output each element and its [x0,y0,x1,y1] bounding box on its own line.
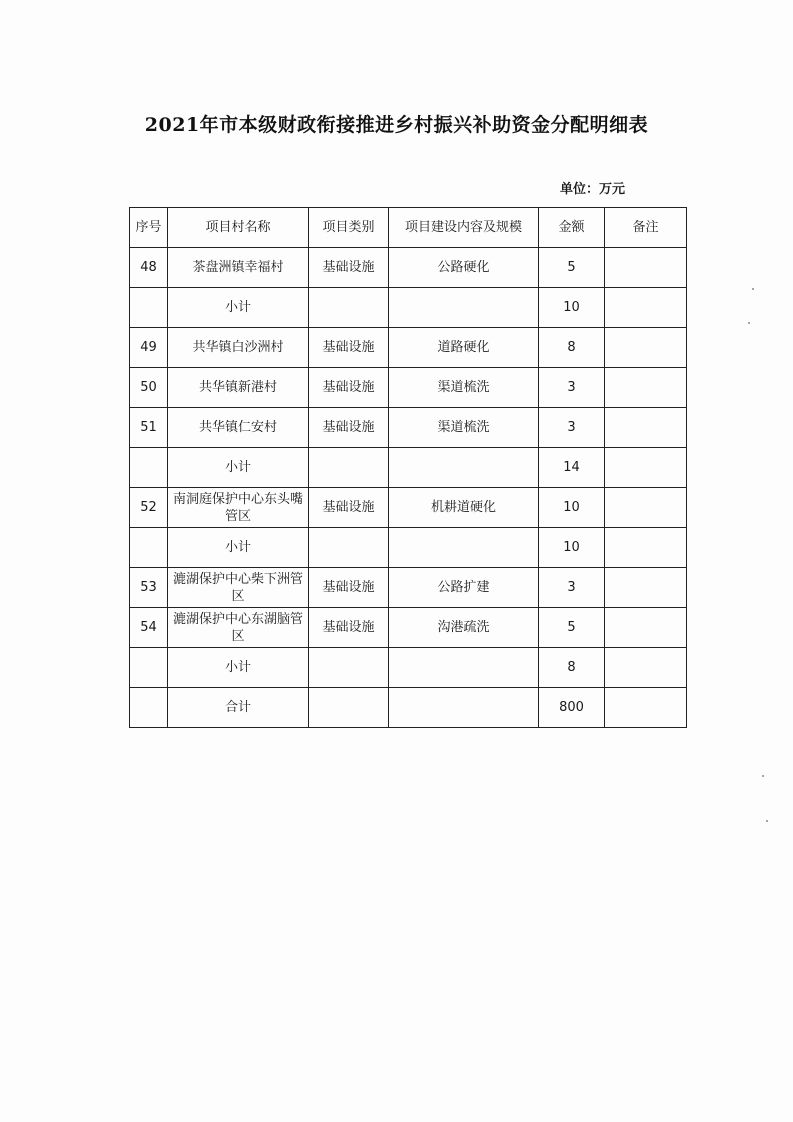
cell-seq: 50 [130,368,168,408]
cell-amount: 8 [539,328,605,368]
cell-seq [130,528,168,568]
cell-category [309,288,389,328]
cell-village-name: 小计 [168,528,309,568]
cell-seq [130,648,168,688]
cell-content [389,528,539,568]
cell-category [309,528,389,568]
cell-note [605,448,687,488]
cell-amount: 3 [539,568,605,608]
cell-village-name: 共华镇新港村 [168,368,309,408]
cell-village-name: 南洞庭保护中心东头嘴管区 [168,488,309,528]
cell-village-name: 漉湖保护中心柴下洲管区 [168,568,309,608]
cell-note [605,608,687,648]
cell-amount: 10 [539,288,605,328]
table-row-subtotal [130,528,687,568]
table-row [130,368,687,408]
cell-content [389,448,539,488]
header-note: 备注 [605,208,687,248]
cell-note [605,248,687,288]
cell-seq: 51 [130,408,168,448]
scan-speck [766,820,768,822]
cell-amount: 800 [539,688,605,728]
cell-village-name: 小计 [168,288,309,328]
cell-seq [130,688,168,728]
table-row [130,488,687,528]
unit-label: 单位：万元 [560,182,626,197]
cell-note [605,488,687,528]
cell-seq [130,448,168,488]
cell-content [389,688,539,728]
cell-content [389,648,539,688]
cell-village-name: 共华镇仁安村 [168,408,309,448]
cell-content: 沟港疏洗 [389,608,539,648]
cell-category [309,688,389,728]
cell-category: 基础设施 [309,248,389,288]
cell-village-name: 漉湖保护中心东湖脑管区 [168,608,309,648]
cell-note [605,648,687,688]
cell-seq: 48 [130,248,168,288]
cell-note [605,528,687,568]
cell-village-name: 共华镇白沙洲村 [168,328,309,368]
cell-amount: 3 [539,368,605,408]
cell-content: 渠道梳洗 [389,368,539,408]
header-category: 项目类别 [309,208,389,248]
cell-category: 基础设施 [309,408,389,448]
cell-amount: 5 [539,608,605,648]
cell-amount: 3 [539,408,605,448]
table-row [130,248,687,288]
table-row [130,328,687,368]
cell-note [605,568,687,608]
cell-seq: 54 [130,608,168,648]
allocation-table [129,207,687,728]
cell-seq: 53 [130,568,168,608]
cell-amount: 8 [539,648,605,688]
table-header-row [130,208,687,248]
cell-seq: 49 [130,328,168,368]
cell-category: 基础设施 [309,368,389,408]
table-row [130,408,687,448]
cell-amount: 10 [539,528,605,568]
table-row [130,608,687,648]
header-content: 项目建设内容及规模 [389,208,539,248]
cell-note [605,408,687,448]
table-row-subtotal [130,648,687,688]
cell-category: 基础设施 [309,488,389,528]
table-row-total [130,688,687,728]
document-title: 2021年市本级财政衔接推进乡村振兴补助资金分配明细表 [144,114,649,136]
cell-amount: 10 [539,488,605,528]
cell-content [389,288,539,328]
cell-note [605,288,687,328]
cell-village-name: 茶盘洲镇幸福村 [168,248,309,288]
cell-amount: 14 [539,448,605,488]
scan-speck [748,322,750,324]
header-village-name: 项目村名称 [168,208,309,248]
cell-category: 基础设施 [309,328,389,368]
header-seq: 序号 [130,208,168,248]
cell-note [605,688,687,728]
cell-note [605,328,687,368]
table-row [130,568,687,608]
cell-amount: 5 [539,248,605,288]
cell-category [309,448,389,488]
cell-category: 基础设施 [309,608,389,648]
cell-content: 公路扩建 [389,568,539,608]
cell-village-name: 小计 [168,448,309,488]
cell-village-name: 合计 [168,688,309,728]
cell-content: 公路硬化 [389,248,539,288]
cell-category [309,648,389,688]
cell-seq [130,288,168,328]
cell-village-name: 小计 [168,648,309,688]
cell-category: 基础设施 [309,568,389,608]
cell-seq: 52 [130,488,168,528]
cell-content: 道路硬化 [389,328,539,368]
table-row-subtotal [130,288,687,328]
scan-speck [762,775,764,777]
cell-content: 渠道梳洗 [389,408,539,448]
scan-speck [752,288,754,290]
table-row-subtotal [130,448,687,488]
cell-note [605,368,687,408]
cell-content: 机耕道硬化 [389,488,539,528]
header-amount: 金额 [539,208,605,248]
